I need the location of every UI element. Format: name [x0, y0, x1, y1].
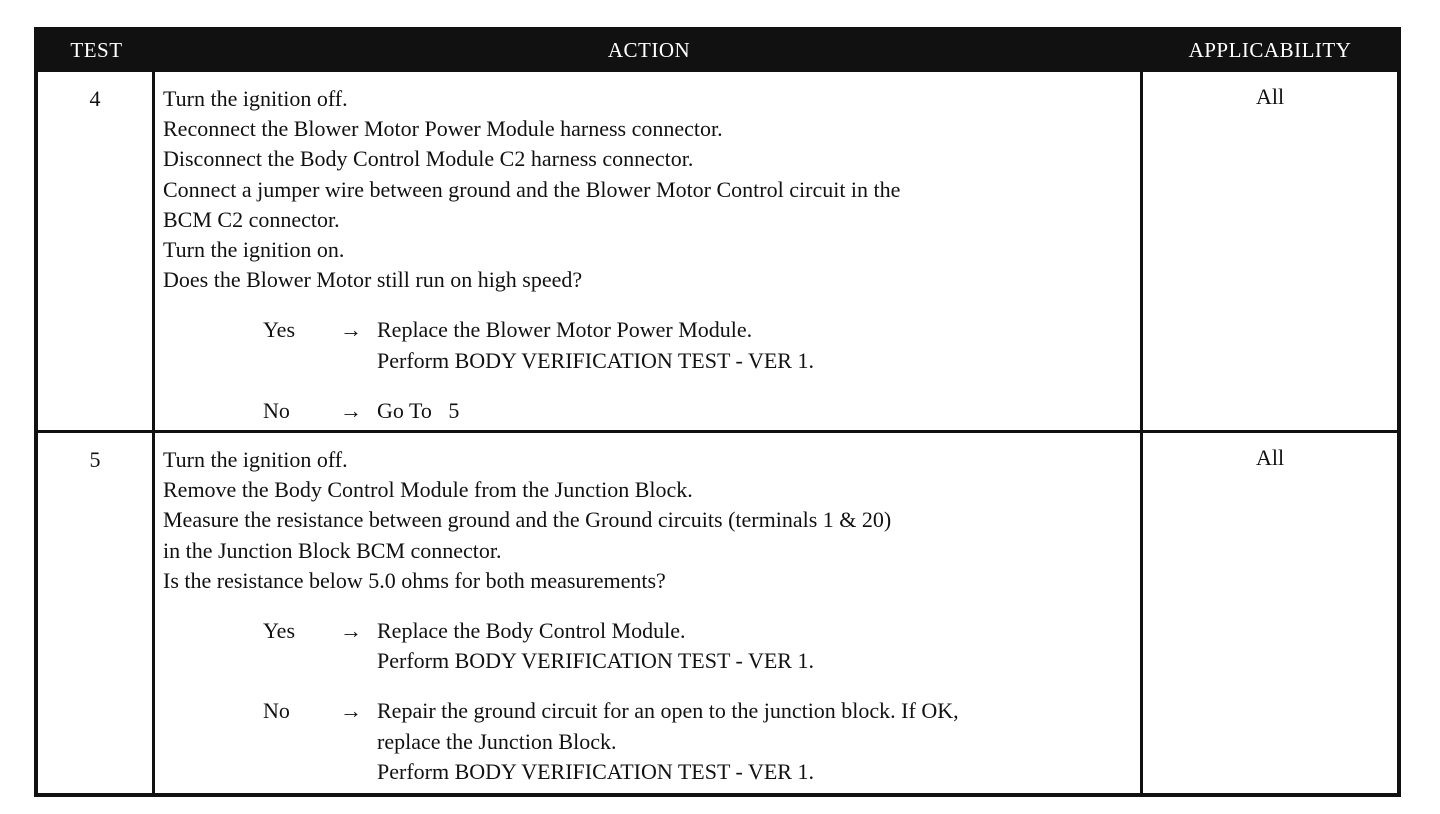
step-text: Measure the resistance between ground and the Ground circuits (terminals 1 & 20)	[163, 507, 892, 533]
action-cell	[155, 433, 1143, 793]
arrow-right-icon: →	[340, 397, 362, 423]
test-number: 4	[38, 72, 155, 430]
yes-result	[163, 616, 1140, 676]
table-row	[38, 69, 1397, 430]
step-text: BCM C2 connector.	[163, 206, 340, 232]
step-text: Reconnect the Blower Motor Power Module harness connector.	[163, 116, 723, 142]
yes-actions	[377, 315, 814, 375]
yes-label: Yes	[263, 618, 296, 644]
table-row	[38, 430, 1397, 793]
result-text: Replace the Blower Motor Power Module.	[377, 317, 753, 343]
yes-result	[163, 315, 1140, 375]
result-text: Replace the Body Control Module.	[377, 618, 686, 644]
result-text: replace the Junction Block.	[377, 728, 617, 754]
result-text: Perform BODY VERIFICATION TEST - VER 1.	[377, 648, 814, 674]
step-text: Does the Blower Motor still run on high speed?	[163, 267, 583, 293]
no-label: No	[263, 698, 290, 724]
arrow-right-icon: →	[340, 317, 362, 343]
step-text: Turn the ignition off.	[163, 86, 348, 111]
action-cell	[155, 72, 1143, 430]
result-text: Perform BODY VERIFICATION TEST - VER 1.	[377, 347, 814, 373]
no-result	[163, 396, 1140, 426]
no-actions	[377, 396, 459, 426]
result-text: Perform BODY VERIFICATION TEST - VER 1.	[377, 758, 814, 784]
no-result	[163, 696, 1140, 787]
yes-label: Yes	[263, 317, 296, 343]
step-text: Is the resistance below 5.0 ohms for both measurements?	[163, 567, 666, 593]
diagnostic-table	[34, 27, 1401, 797]
step-text: Turn the ignition off.	[163, 447, 348, 472]
arrow-right-icon: →	[340, 618, 362, 644]
applicability-cell: All	[1255, 84, 1285, 109]
step-text: Connect a jumper wire between ground and the Blower Motor Control circuit in the	[163, 176, 901, 202]
result-options	[163, 616, 1140, 787]
step-list	[163, 445, 1140, 596]
table-header	[38, 31, 1397, 69]
step-text: in the Junction Block BCM connector.	[163, 537, 502, 563]
result-text: Go To 5	[377, 397, 460, 423]
header-applicability: APPLICABILITY	[1188, 37, 1352, 62]
header-action: ACTION	[607, 37, 691, 62]
no-actions	[377, 696, 959, 787]
result-text: Repair the ground circuit for an open to the junction block. If OK,	[377, 698, 959, 724]
arrow-right-icon: →	[340, 698, 362, 724]
step-text: Turn the ignition on.	[163, 237, 345, 263]
step-list	[163, 84, 1140, 295]
test-number: 5	[38, 433, 155, 793]
step-text: Disconnect the Body Control Module C2 harness connector.	[163, 146, 694, 172]
yes-actions	[377, 616, 814, 676]
applicability-cell: All	[1255, 445, 1285, 470]
step-text: Remove the Body Control Module from the Junction Block.	[163, 477, 693, 503]
no-label: No	[263, 397, 290, 423]
header-test: TEST	[70, 37, 123, 62]
result-options	[163, 315, 1140, 426]
